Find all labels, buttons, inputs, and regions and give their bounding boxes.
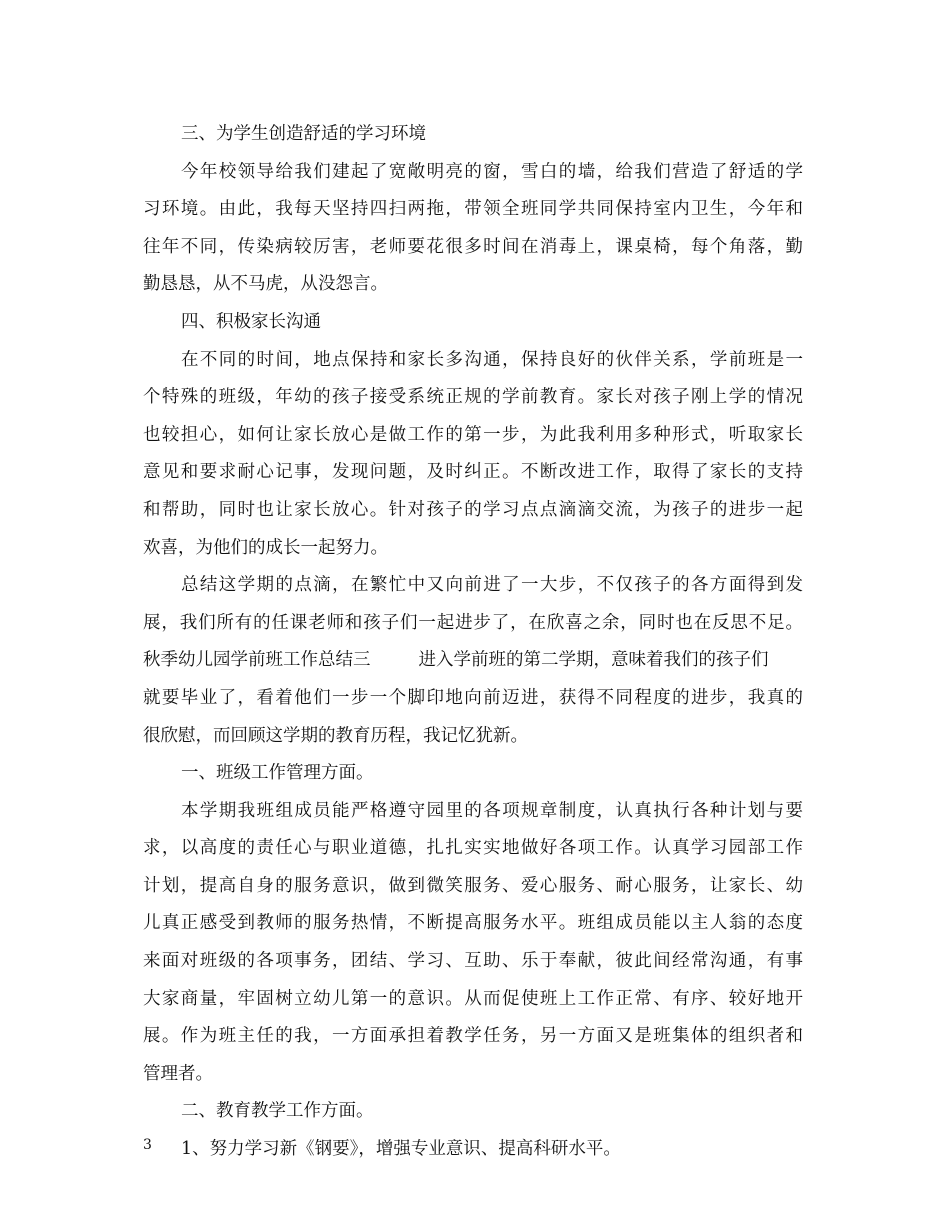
paragraph-line: 往年不同，传染病较厉害，老师要花很多时间在消毒上，课桌椅，每个角落，勤 [143, 236, 803, 257]
list-item: 1、努力学习新《钢要》，增强专业意识、提高科研水平。 [181, 1139, 621, 1160]
section-heading: 二、教育教学工作方面。 [181, 1101, 374, 1122]
paragraph-line: 欢喜，为他们的成长一起努力。 [143, 537, 388, 558]
paragraph-line: 就要毕业了，看着他们一步一个脚印地向前迈进，获得不同程度的进步，我真的 [143, 687, 803, 708]
paragraph-line: 在不同的时间，地点保持和家长多沟通，保持良好的伙伴关系，学前班是一 [181, 349, 803, 370]
paragraph-line: 很欣慰，而回顾这学期的教育历程，我记忆犹新。 [143, 725, 528, 746]
paragraph-line: 儿真正感受到教师的服务热情，不断提高服务水平。班组成员能以主人翁的态度 [143, 913, 803, 934]
split-title-line [143, 642, 803, 680]
inline-title: 秋季幼儿园学前班工作总结三 [143, 650, 371, 671]
paragraph-line: 个特殊的班级，年幼的孩子接受系统正规的学前教育。家长对孩子刚上学的情况 [143, 387, 803, 408]
paragraph-line: 来面对班级的各项事务，团结、学习、互助、乐于奉献，彼此间经常沟通，有事 [143, 951, 803, 972]
paragraph-line: 意见和要求耐心记事，发现问题，及时纠正。不断改进工作，取得了家长的支持 [143, 462, 803, 483]
paragraph-line: 计划，提高自身的服务意识，做到微笑服务、爱心服务、耐心服务，让家长、幼 [143, 875, 803, 896]
paragraph-line: 展。作为班主任的我，一方面承担着教学任务，另一方面又是班集体的组织者和 [143, 1026, 803, 1047]
paragraph-line: 习环境。由此，我每天坚持四扫两拖，带领全班同学共同保持室内卫生，今年和 [143, 199, 803, 220]
paragraph-line: 管理者。 [143, 1063, 213, 1084]
page-number: 3 [143, 1137, 152, 1153]
document-body [143, 116, 803, 1169]
section-heading: 一、班级工作管理方面。 [181, 763, 374, 784]
section-heading: 四、积极家长沟通 [181, 311, 321, 332]
paragraph-line: 本学期我班组成员能严格遵守园里的各项规章制度，认真执行各种计划与要 [181, 800, 803, 821]
paragraph-line: 大家商量，牢固树立幼儿第一的意识。从而促使班上工作正常、有序、较好地开 [143, 988, 803, 1009]
paragraph-line: 也较担心，如何让家长放心是做工作的第一步，为此我利用多种形式，听取家长 [143, 424, 803, 445]
paragraph-line: 今年校领导给我们建起了宽敞明亮的窗，雪白的墙，给我们营造了舒适的学 [181, 161, 803, 182]
section-heading: 三、为学生创造舒适的学习环境 [181, 124, 426, 144]
paragraph-start: 进入学前班的第二学期，意味着我们的孩子们 [418, 650, 769, 671]
paragraph-line: 勤恳恳，从不马虎，从没怨言。 [143, 274, 388, 295]
paragraph-line: 展，我们所有的任课老师和孩子们一起进步了，在欣喜之余，同时也在反思不足。 [143, 612, 803, 633]
paragraph-line: 求，以高度的责任心与职业道德，扎扎实实地做好各项工作。认真学习园部工作 [143, 838, 803, 859]
paragraph-line: 和帮助，同时也让家长放心。针对孩子的学习点点滴滴交流，为孩子的进步一起 [143, 499, 803, 520]
paragraph-line: 总结这学期的点滴，在繁忙中又向前进了一大步，不仅孩子的各方面得到发 [181, 575, 803, 596]
